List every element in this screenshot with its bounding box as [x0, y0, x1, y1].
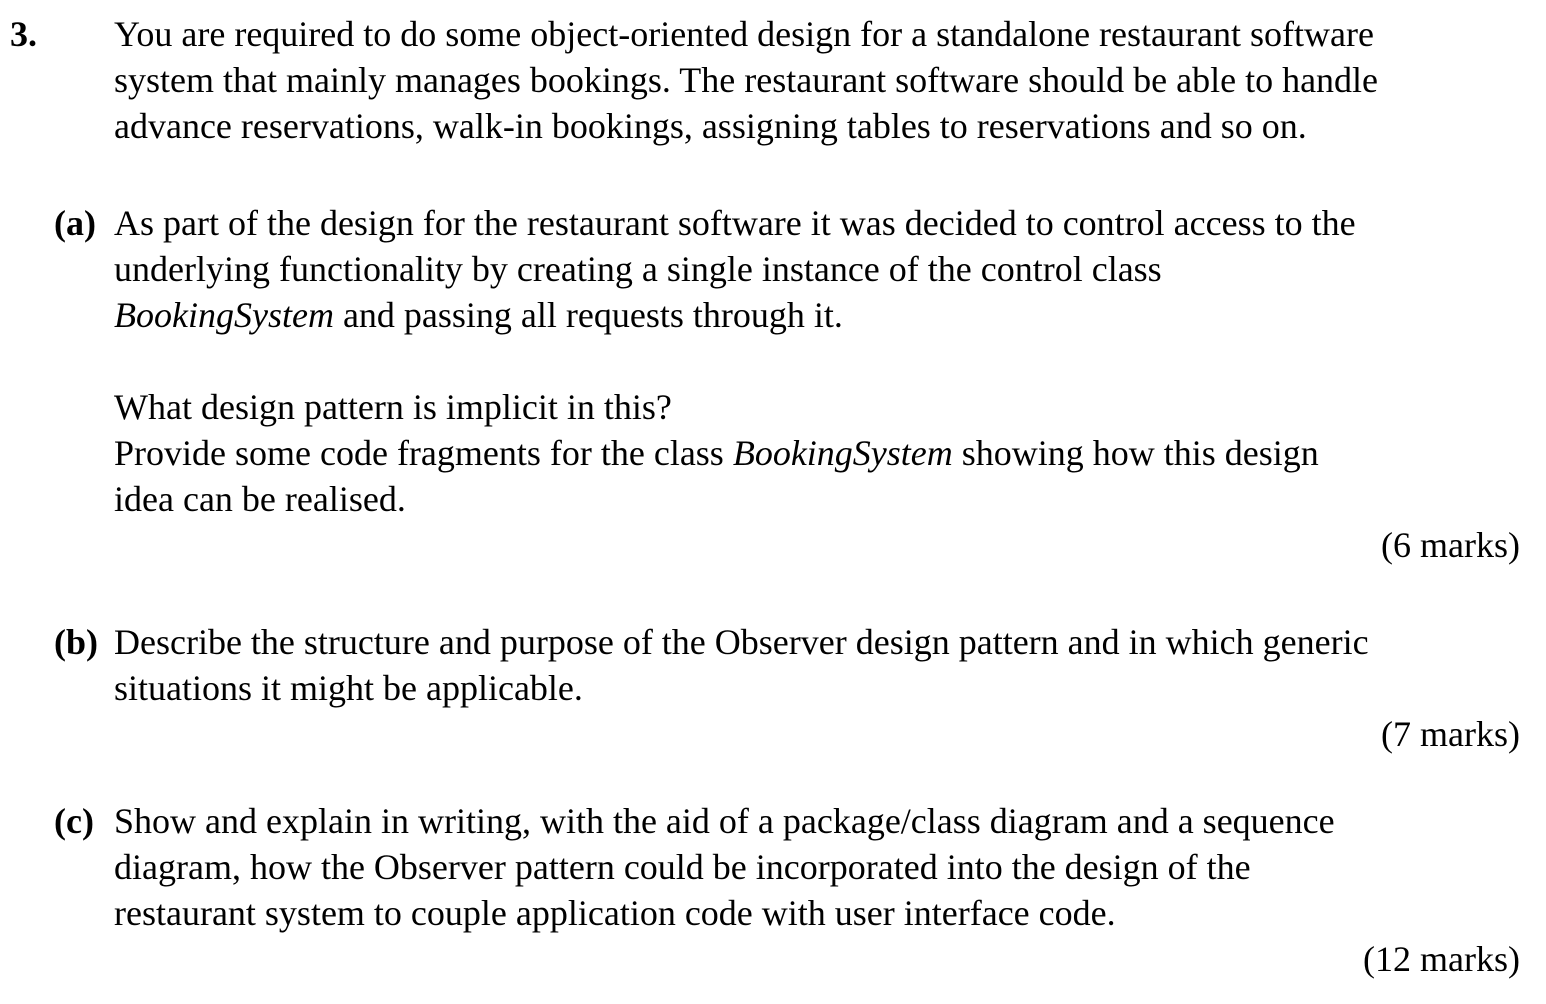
part-a-body [114, 200, 1524, 522]
part-b-label: (b) [54, 622, 98, 662]
part-b-body [114, 619, 1524, 711]
part-a-line [114, 292, 1524, 338]
part-a-line: underlying functionality by creating a single instance of the control class [114, 249, 1162, 289]
intro-line: advance reservations, walk-in bookings, assigning tables to reservations and so on. [114, 106, 1307, 146]
part-a-line [114, 430, 1524, 476]
part-a-line: idea can be realised. [114, 479, 406, 519]
part-c-marks: (12 marks) [1363, 939, 1520, 979]
class-name-booking-system: BookingSystem [732, 433, 953, 473]
part-a-line-text: and passing all requests through it. [333, 295, 843, 335]
intro-line: You are required to do some object-oriented design for a standalone restaurant software [114, 14, 1374, 54]
part-c-line: diagram, how the Observer pattern could be incorporated into the design of the [114, 847, 1251, 887]
question-number: 3. [10, 14, 37, 54]
part-a-marks: (6 marks) [1381, 525, 1520, 565]
part-a-line: As part of the design for the restaurant software it was decided to control access to the [114, 203, 1356, 243]
part-a-line-text: Provide some code fragments for the class [114, 433, 733, 473]
part-b-line: Describe the structure and purpose of the Observer design pattern and in which generic [114, 622, 1369, 662]
part-b-line: situations it might be applicable. [114, 668, 583, 708]
intro-line: system that mainly manages bookings. The restaurant software should be able to handle [114, 60, 1379, 100]
part-a-label: (a) [54, 203, 96, 243]
part-b-marks: (7 marks) [1381, 714, 1520, 754]
part-c-line: restaurant system to couple application code with user interface code. [114, 893, 1116, 933]
class-name-booking-system: BookingSystem [114, 295, 334, 335]
part-c-line: Show and explain in writing, with the aid of a package/class diagram and a sequence [114, 801, 1335, 841]
part-c-body [114, 798, 1524, 936]
part-a-line-text: showing how this design [952, 433, 1319, 473]
part-a-question: What design pattern is implicit in this? [114, 387, 672, 427]
question-intro [114, 11, 1524, 149]
part-c-label: (c) [54, 801, 94, 841]
